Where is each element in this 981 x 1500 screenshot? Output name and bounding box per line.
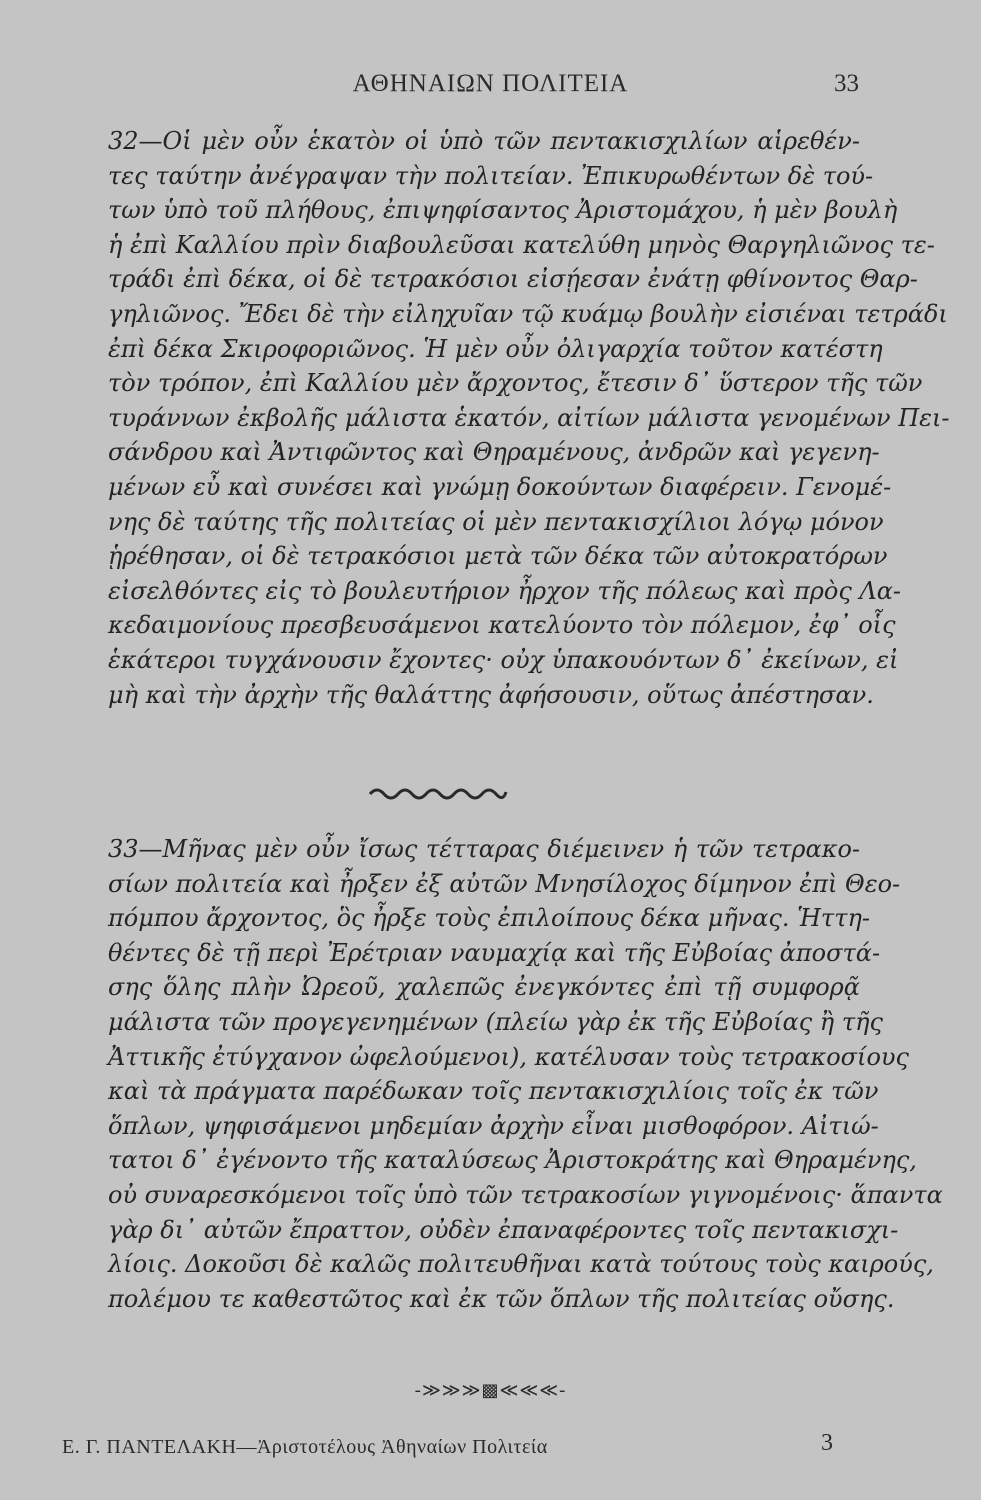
text-line: εἰσελθόντες εἰς τὸ βουλευτήριον ἦρχον τῆς πόλεως καὶ πρὸς Λα- [108, 576, 902, 605]
text-line: σίων πολιτεία καὶ ἦρξεν ἐξ αὐτῶν Μνησίλοχος δίμηνον ἐπὶ Θεο- [108, 869, 901, 898]
text-line: ἐπὶ δέκα Σκιροφοριῶνος. Ἡ μὲν οὖν ὀλιγαρχία τοῦτον κατέστη [108, 334, 883, 363]
footer-citation: Ε. Γ. ΠΑΝΤΕΛΑΚΗ—Ἀριστοτέλους Ἀθηναίων Πολιτεία [62, 1436, 548, 1458]
running-title: ΑΘΗΝΑΙΩΝ ΠΟΛΙΤΕΙΑ [352, 70, 629, 97]
text-line: τες ταύτην ἀνέγραψαν τὴν πολιτείαν. Ἐπικυρωθέντων δὲ τού- [108, 161, 874, 190]
text-line: ὅπλων, ψηφισάμενοι μηδεμίαν ἀρχὴν εἶναι μισθοφόρον. Αἰτιώ- [108, 1111, 879, 1140]
text-line: τατοι δ᾽ ἐγένοντο τῆς καταλύσεως Ἀριστοκράτης καὶ Θηραμένης, [108, 1146, 917, 1175]
text-line: νης δὲ ταύτης τῆς πολιτείας οἱ μὲν πεντακισχίλιοι λόγῳ μόνον [108, 507, 884, 536]
page-number: 33 [834, 70, 859, 97]
chapter-32-text [108, 124, 950, 712]
chapter-33-text [108, 832, 943, 1316]
text-line: σάνδρου καὶ Ἀντιφῶντος καὶ Θηραμένους, ἀνδρῶν καὶ γεγενη- [108, 438, 880, 467]
text-line: ἡ ἐπὶ Καλλίου πρὶν διαβουλεῦσαι κατελύθη μηνὸς Θαργηλιῶνος τε- [108, 230, 935, 259]
text-line: 32—Οἱ μὲν οὖν ἑκατὸν οἱ ὑπὸ τῶν πεντακισχιλίων αἱρεθέν- [108, 127, 860, 155]
text-line: των ὑπὸ τοῦ πλήθους, ἐπιψηφίσαντος Ἀριστομάχου, ἡ μὲν βουλὴ [108, 196, 898, 225]
text-line: τυράννων ἐκβολῆς μάλιστα ἑκατόν, αἰτίων μάλιστα γενομένων Πει- [108, 403, 950, 432]
text-line: γὰρ δι᾽ αὐτῶν ἔπραττον, οὐδὲν ἐπαναφέροντες τοῖς πεντακισχι- [108, 1215, 899, 1244]
text-line: καὶ τὰ πράγματα παρέδωκαν τοῖς πεντακισχιλίοις τοῖς ἐκ τῶν [108, 1077, 879, 1106]
text-line: τὸν τρόπον, ἐπὶ Καλλίου μὲν ἄρχοντος, ἔτεσιν δ᾽ ὕστερον τῆς τῶν [108, 369, 923, 398]
text-line: ᾑρέθησαν, οἱ δὲ τετρακόσιοι μετὰ τῶν δέκα τῶν αὐτοκρατόρων [108, 542, 888, 571]
text-line: 33—Μῆνας μὲν οὖν ἴσως τέτταρας διέμεινεν ἡ τῶν τετρακο- [108, 835, 860, 863]
text-line: τράδι ἐπὶ δέκα, οἱ δὲ τετρακόσιοι εἰσῄεσαν ἐνάτῃ φθίνοντος Θαρ- [108, 265, 918, 294]
text-line: θέντες δὲ τῇ περὶ Ἐρέτριαν ναυμαχίᾳ καὶ τῆς Εὐβοίας ἀποστά- [108, 938, 881, 967]
text-line: κεδαιμονίους πρεσβευσάμενοι κατελύοντο τὸν πόλεμον, ἐφ᾽ οἷς [108, 611, 896, 640]
text-line: μάλιστα τῶν προγεγενημένων (πλείω γὰρ ἐκ τῆς Εὐβοίας ἢ τῆς [108, 1007, 883, 1036]
text-line: σης ὅλης πλὴν Ὠρεοῦ, χαλεπῶς ἐνεγκόντες ἐπὶ τῇ συμφορᾷ [108, 973, 860, 1002]
text-line: πόμπου ἄρχοντος, ὃς ἦρξε τοὺς ἐπιλοίπους δέκα μῆνας. Ἡττη- [108, 904, 870, 933]
running-header [0, 66, 981, 106]
text-line: μένων εὖ καὶ συνέσει καὶ γνώμῃ δοκούντων διαφέρειν. Γενομέ- [108, 472, 892, 501]
text-line: γηλιῶνος. Ἔδει δὲ τὴν εἰληχυῖαν τῷ κυάμῳ βουλὴν εἰσιέναι τετράδι [108, 299, 948, 328]
text-line: μὴ καὶ τὴν ἀρχὴν τῆς θαλάττης ἀφήσουσιν, οὕτως ἀπέστησαν. [108, 680, 874, 709]
text-line: Ἀττικῆς ἐτύγχανον ὠφελούμενοι), κατέλυσαν τοὺς τετρακοσίους [108, 1042, 909, 1071]
page-footer [0, 1430, 981, 1466]
signature-number: 3 [821, 1430, 833, 1456]
text-line: ἑκάτεροι τυγχάνουσιν ἔχοντες· οὐχ ὑπακουόντων δ᾽ ἐκείνων, εἰ [108, 645, 899, 674]
text-line: λίοις. Δοκοῦσι δὲ καλῶς πολιτευθῆναι κατὰ τούτους τοὺς καιρούς, [108, 1250, 934, 1279]
text-line: πολέμου τε καθεστῶτος καὶ ἐκ τῶν ὅπλων τῆς πολιτείας οὔσης. [108, 1284, 895, 1313]
text-line: οὐ συναρεσκόμενοι τοῖς ὑπὸ τῶν τετρακοσίων γιγνομένοις· ἅπαντα [108, 1180, 943, 1209]
end-ornament: -≫≫≫▩≪≪≪- [414, 1380, 567, 1401]
wave-ornament [368, 784, 508, 800]
